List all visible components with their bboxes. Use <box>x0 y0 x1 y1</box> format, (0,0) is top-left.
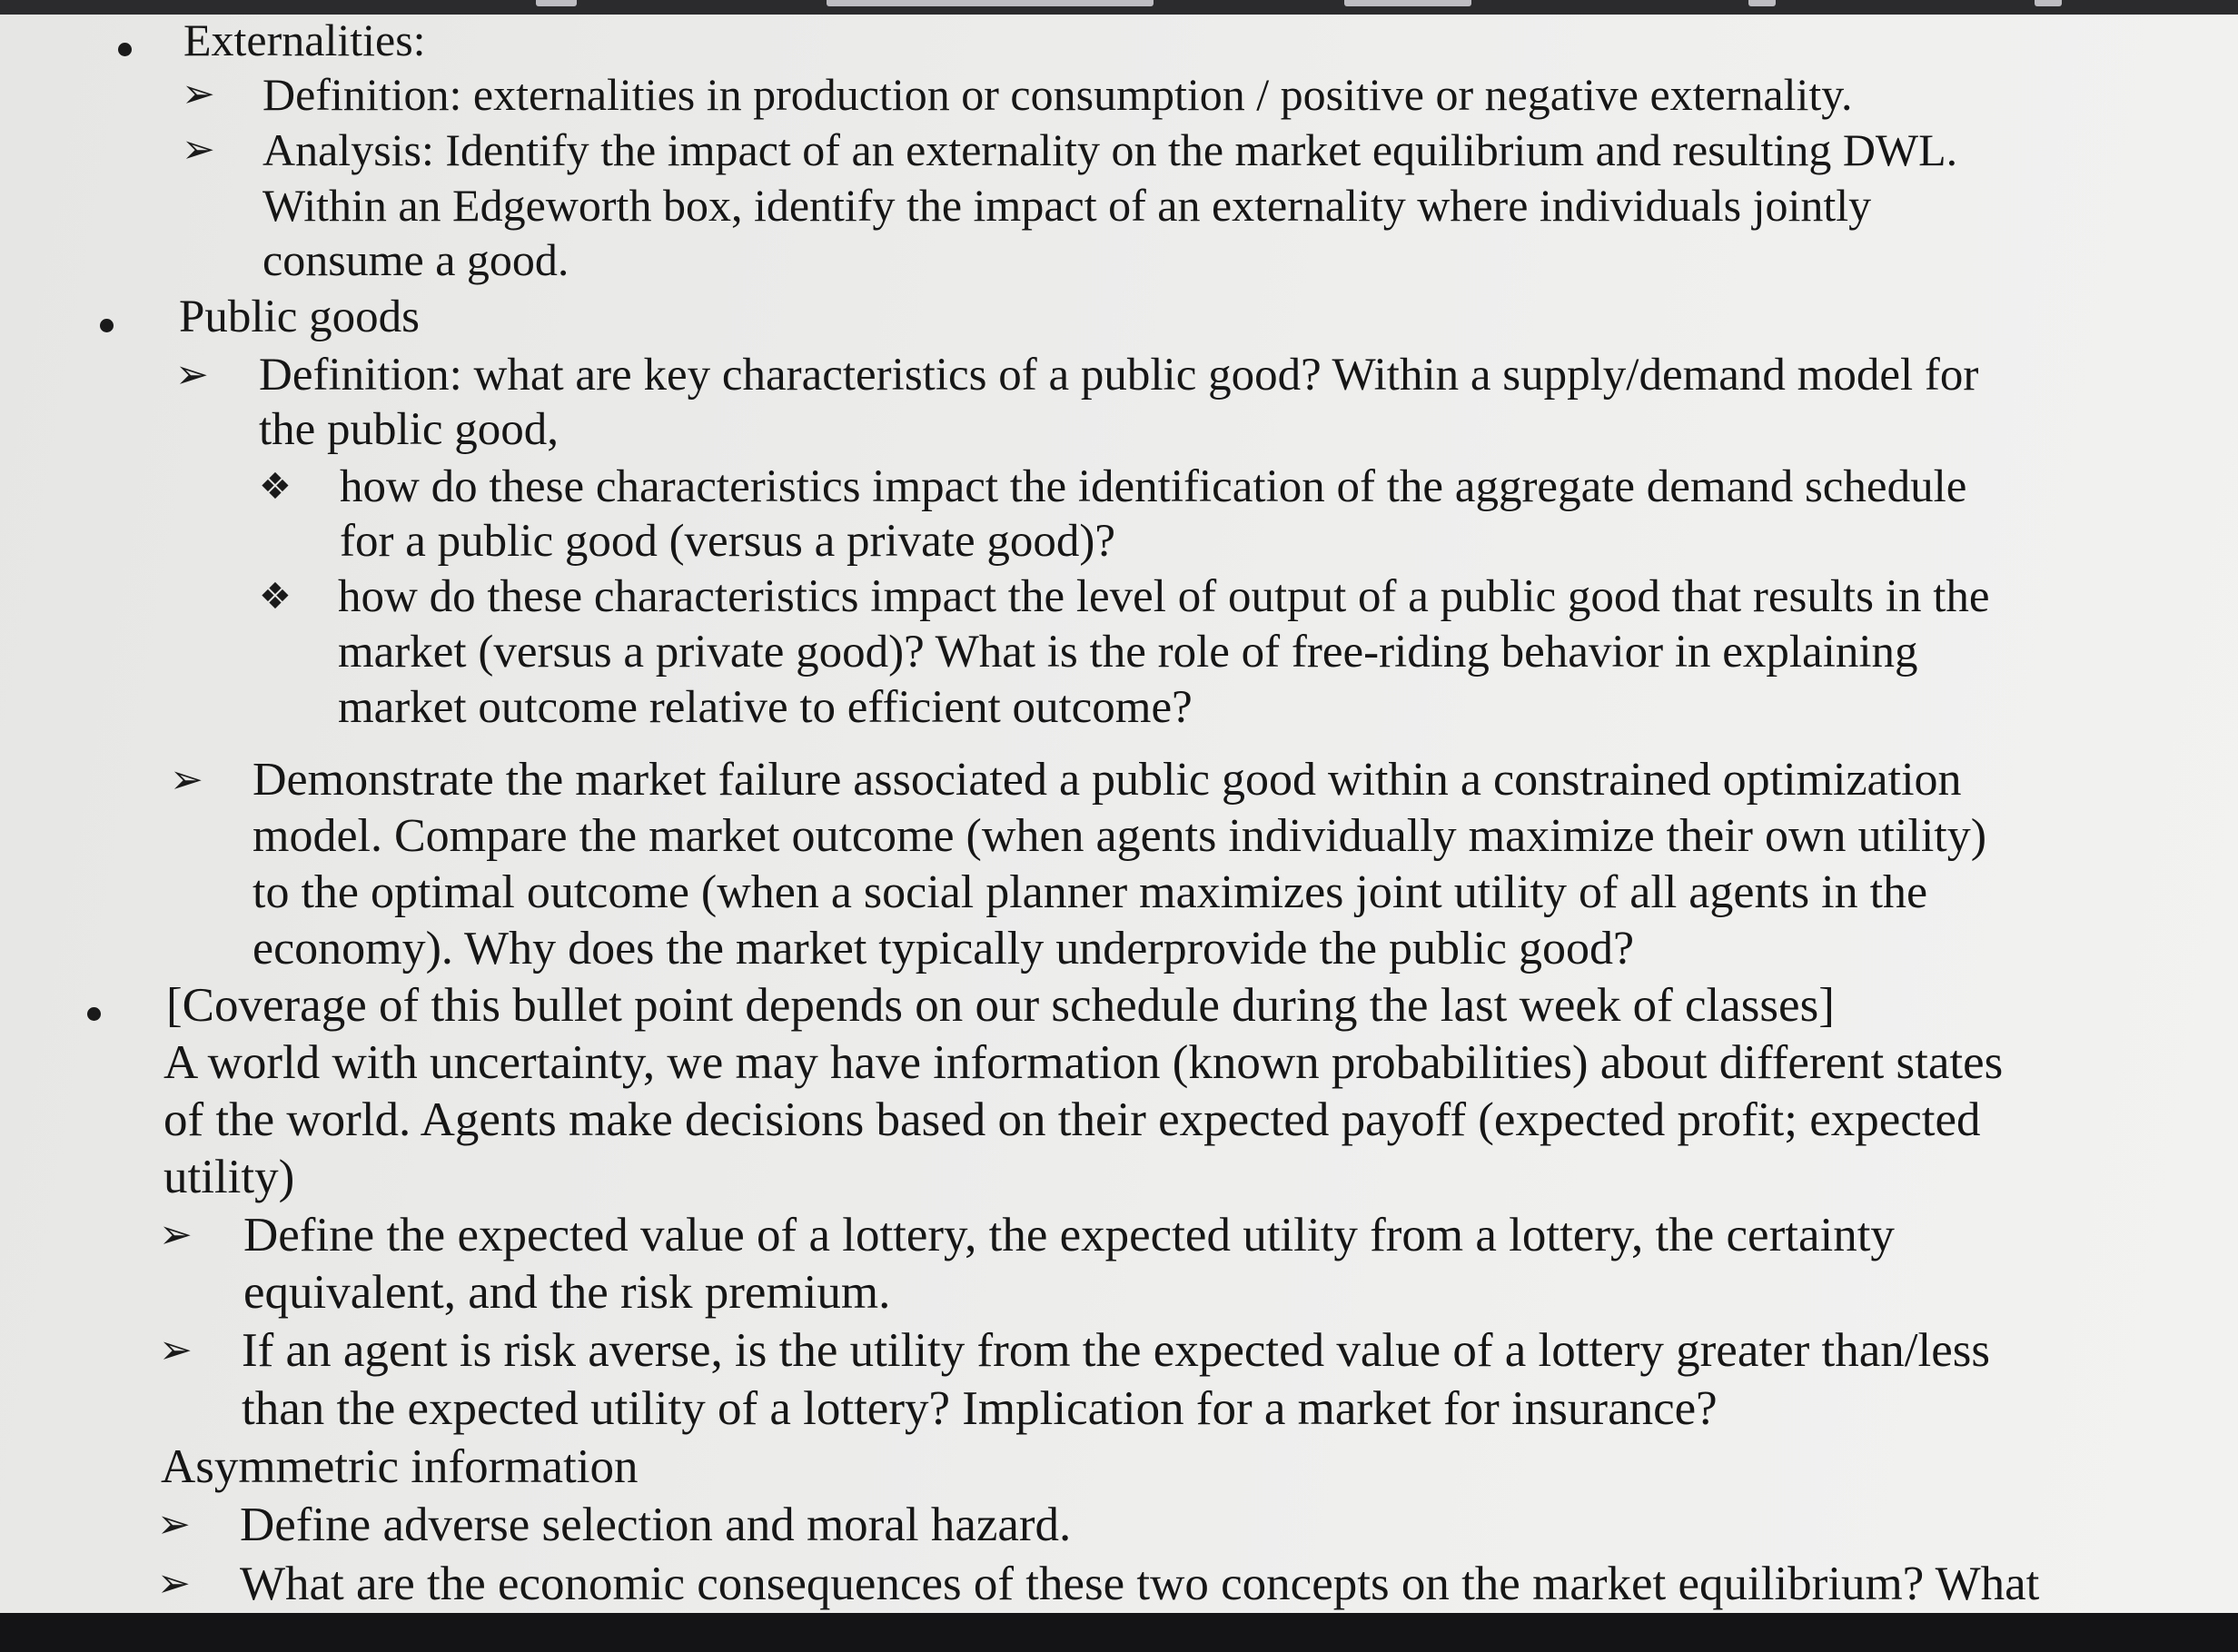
public-goods-definition-line: Definition: what are key characteristics of a public good? Within a supply/demand model for <box>259 350 1979 401</box>
public-goods-subpoint-line: market (versus a private good)? What is the role of free-riding behavior in explaining <box>338 627 1918 678</box>
uncertainty-risk-line: If an agent is risk averse, is the utility from the expected value of a lottery greater than/less <box>242 1324 1990 1377</box>
monitor-bezel <box>0 1613 2238 1652</box>
diamond-bullet-icon: ❖ <box>259 576 292 618</box>
public-goods-definition-line: the public good, <box>259 404 560 455</box>
public-goods-subpoint-line: how do these characteristics impact the identification of the aggregate demand schedule <box>340 461 1967 512</box>
externalities-definition: Definition: externalities in production or consumption / positive or negative externality. <box>262 69 1853 120</box>
externalities-analysis-line: Within an Edgeworth box, identify the impact of an externality where individuals jointly <box>262 180 1872 231</box>
browser-tab-bar <box>0 0 2238 15</box>
bullet-dot <box>87 1007 101 1021</box>
arrow-bullet-icon: ➢ <box>157 1501 191 1548</box>
asymmetric-heading: Asymmetric information <box>161 1440 639 1493</box>
public-goods-subpoint-line: for a public good (versus a private good)? <box>340 516 1115 567</box>
arrow-bullet-icon: ➢ <box>159 1327 193 1373</box>
asymmetric-consequences: What are the economic consequences of these two concepts on the market equilibrium? What <box>240 1558 2040 1610</box>
uncertainty-risk-line: than the expected utility of a lottery? Implication for a market for insurance? <box>242 1382 1718 1435</box>
asymmetric-define: Define adverse selection and moral hazard. <box>240 1499 1072 1551</box>
tab-edge <box>536 0 577 6</box>
arrow-bullet-icon: ➢ <box>175 351 209 398</box>
tab-edge <box>1748 0 1776 6</box>
public-goods-heading: Public goods <box>179 292 420 342</box>
bullet-dot <box>100 319 114 332</box>
tab-edge <box>2035 0 2062 6</box>
uncertainty-intro-line: A world with uncertainty, we may have information (known probabilities) about different states <box>163 1036 2004 1089</box>
uncertainty-coverage-note: [Coverage of this bullet point depends on our schedule during the last week of classes] <box>166 979 1835 1032</box>
uncertainty-define-line: Define the expected value of a lottery, the expected utility from a lottery, the certainty <box>243 1209 1895 1261</box>
uncertainty-intro-line: utility) <box>163 1151 295 1203</box>
diamond-bullet-icon: ❖ <box>259 466 292 508</box>
public-goods-demonstrate-line: Demonstrate the market failure associated a public good within a constrained optimization <box>253 754 1962 806</box>
externalities-analysis-line: Analysis: Identify the impact of an externality on the market equilibrium and resulting DWL. <box>262 124 1958 175</box>
document-page <box>0 15 2238 1613</box>
externalities-analysis-line: consume a good. <box>262 234 569 285</box>
arrow-bullet-icon: ➢ <box>159 1212 193 1258</box>
public-goods-demonstrate-line: to the optimal outcome (when a social planner maximizes joint utility of all agents in the <box>253 866 1928 918</box>
tab-edge <box>1344 0 1471 6</box>
externalities-heading: Externalities: <box>183 15 426 65</box>
tab-edge <box>827 0 1154 6</box>
public-goods-subpoint-line: market outcome relative to efficient outcome? <box>338 682 1193 733</box>
public-goods-subpoint-line: how do these characteristics impact the level of output of a public good that results in the <box>338 571 1990 622</box>
public-goods-demonstrate-line: model. Compare the market outcome (when agents individually maximize their own utility) <box>253 810 1987 862</box>
arrow-bullet-icon: ➢ <box>182 126 215 173</box>
uncertainty-intro-line: of the world. Agents make decisions based on their expected payoff (expected profit; expected <box>163 1093 1981 1146</box>
arrow-bullet-icon: ➢ <box>157 1560 191 1607</box>
bullet-dot <box>118 43 132 56</box>
arrow-bullet-icon: ➢ <box>170 757 203 803</box>
uncertainty-define-line: equivalent, and the risk premium. <box>243 1266 891 1319</box>
public-goods-demonstrate-line: economy). Why does the market typically underprovide the public good? <box>253 923 1635 974</box>
arrow-bullet-icon: ➢ <box>182 71 215 117</box>
